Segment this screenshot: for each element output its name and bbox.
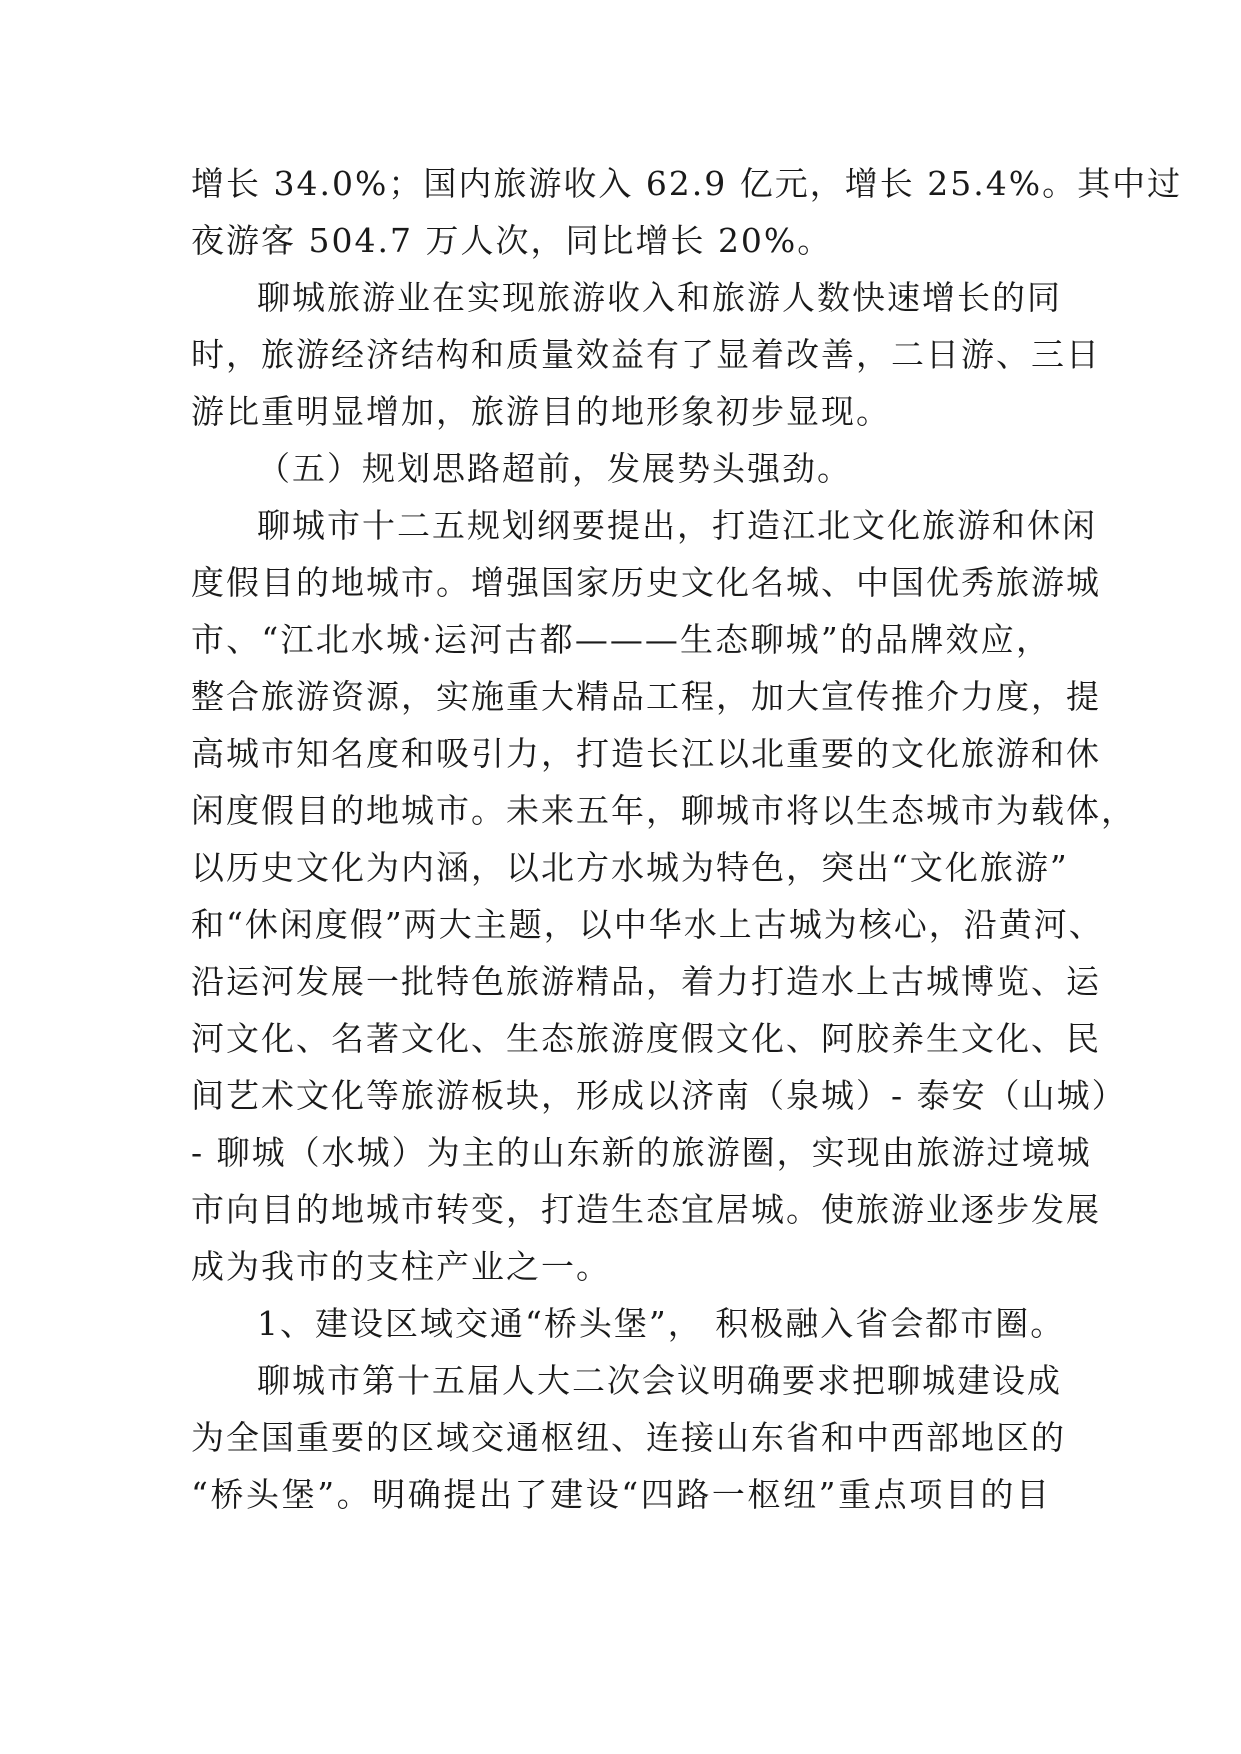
text-line: 市、“江北水城·运河古都———生态聊城”的品牌效应， [191,620,1051,659]
text-line: 游比重明显增加，旅游目的地形象初步显现。 [191,392,891,431]
text-line: 和“休闲度假”两大主题，以中华水上古城为核心，沿黄河、 [191,905,1104,944]
section-heading: （五）规划思路超前，发展势头强劲。 [257,449,852,488]
text-line: 聊城市第十五届人大二次会议明确要求把聊城建设成 [257,1361,1062,1400]
text-line: 夜游客 504.7 万人次，同比增长 20%。 [191,221,833,260]
text-line: 聊城市十二五规划纲要提出，打造江北文化旅游和休闲 [257,506,1097,545]
text-line: 度假目的地城市。增强国家历史文化名城、中国优秀旅游城 [191,563,1101,602]
text-line: 间艺术文化等旅游板块，形成以济南（泉城）- 泰安（山城） [191,1076,1127,1115]
text-line: 整合旅游资源，实施重大精品工程，加大宣传推介力度，提 [191,677,1101,716]
text-line: 成为我市的支柱产业之一。 [191,1247,611,1286]
text-line: 河文化、名著文化、生态旅游度假文化、阿胶养生文化、民 [191,1019,1101,1058]
text-line: 时，旅游经济结构和质量效益有了显着改善，二日游、三日 [191,335,1101,374]
text-line: 增长 34.0%；国内旅游收入 62.9 亿元，增长 25.4%。其中过 [191,164,1183,203]
text-line: 聊城旅游业在实现旅游收入和旅游人数快速增长的同 [257,278,1062,317]
text-line: 沿运河发展一批特色旅游精品，着力打造水上古城博览、运 [191,962,1101,1001]
text-line: 高城市知名度和吸引力，打造长江以北重要的文化旅游和休 [191,734,1101,773]
text-line: 市向目的地城市转变，打造生态宜居城。使旅游业逐步发展 [191,1190,1101,1229]
text-line: “桥头堡”。明确提出了建设“四路一枢纽”重点项目的目 [191,1475,1051,1514]
text-line: 为全国重要的区域交通枢纽、连接山东省和中西部地区的 [191,1418,1066,1457]
text-line: 以历史文化为内涵，以北方水城为特色，突出“文化旅游” [191,848,1069,887]
text-line: - 聊城（水城）为主的山东新的旅游圈，实现由旅游过境城 [191,1133,1092,1172]
text-line: 闲度假目的地城市。未来五年，聊城市将以生态城市为载体， [191,791,1136,830]
section-heading: 1、建设区域交通“桥头堡”， 积极融入省会都市圈。 [257,1304,1066,1343]
